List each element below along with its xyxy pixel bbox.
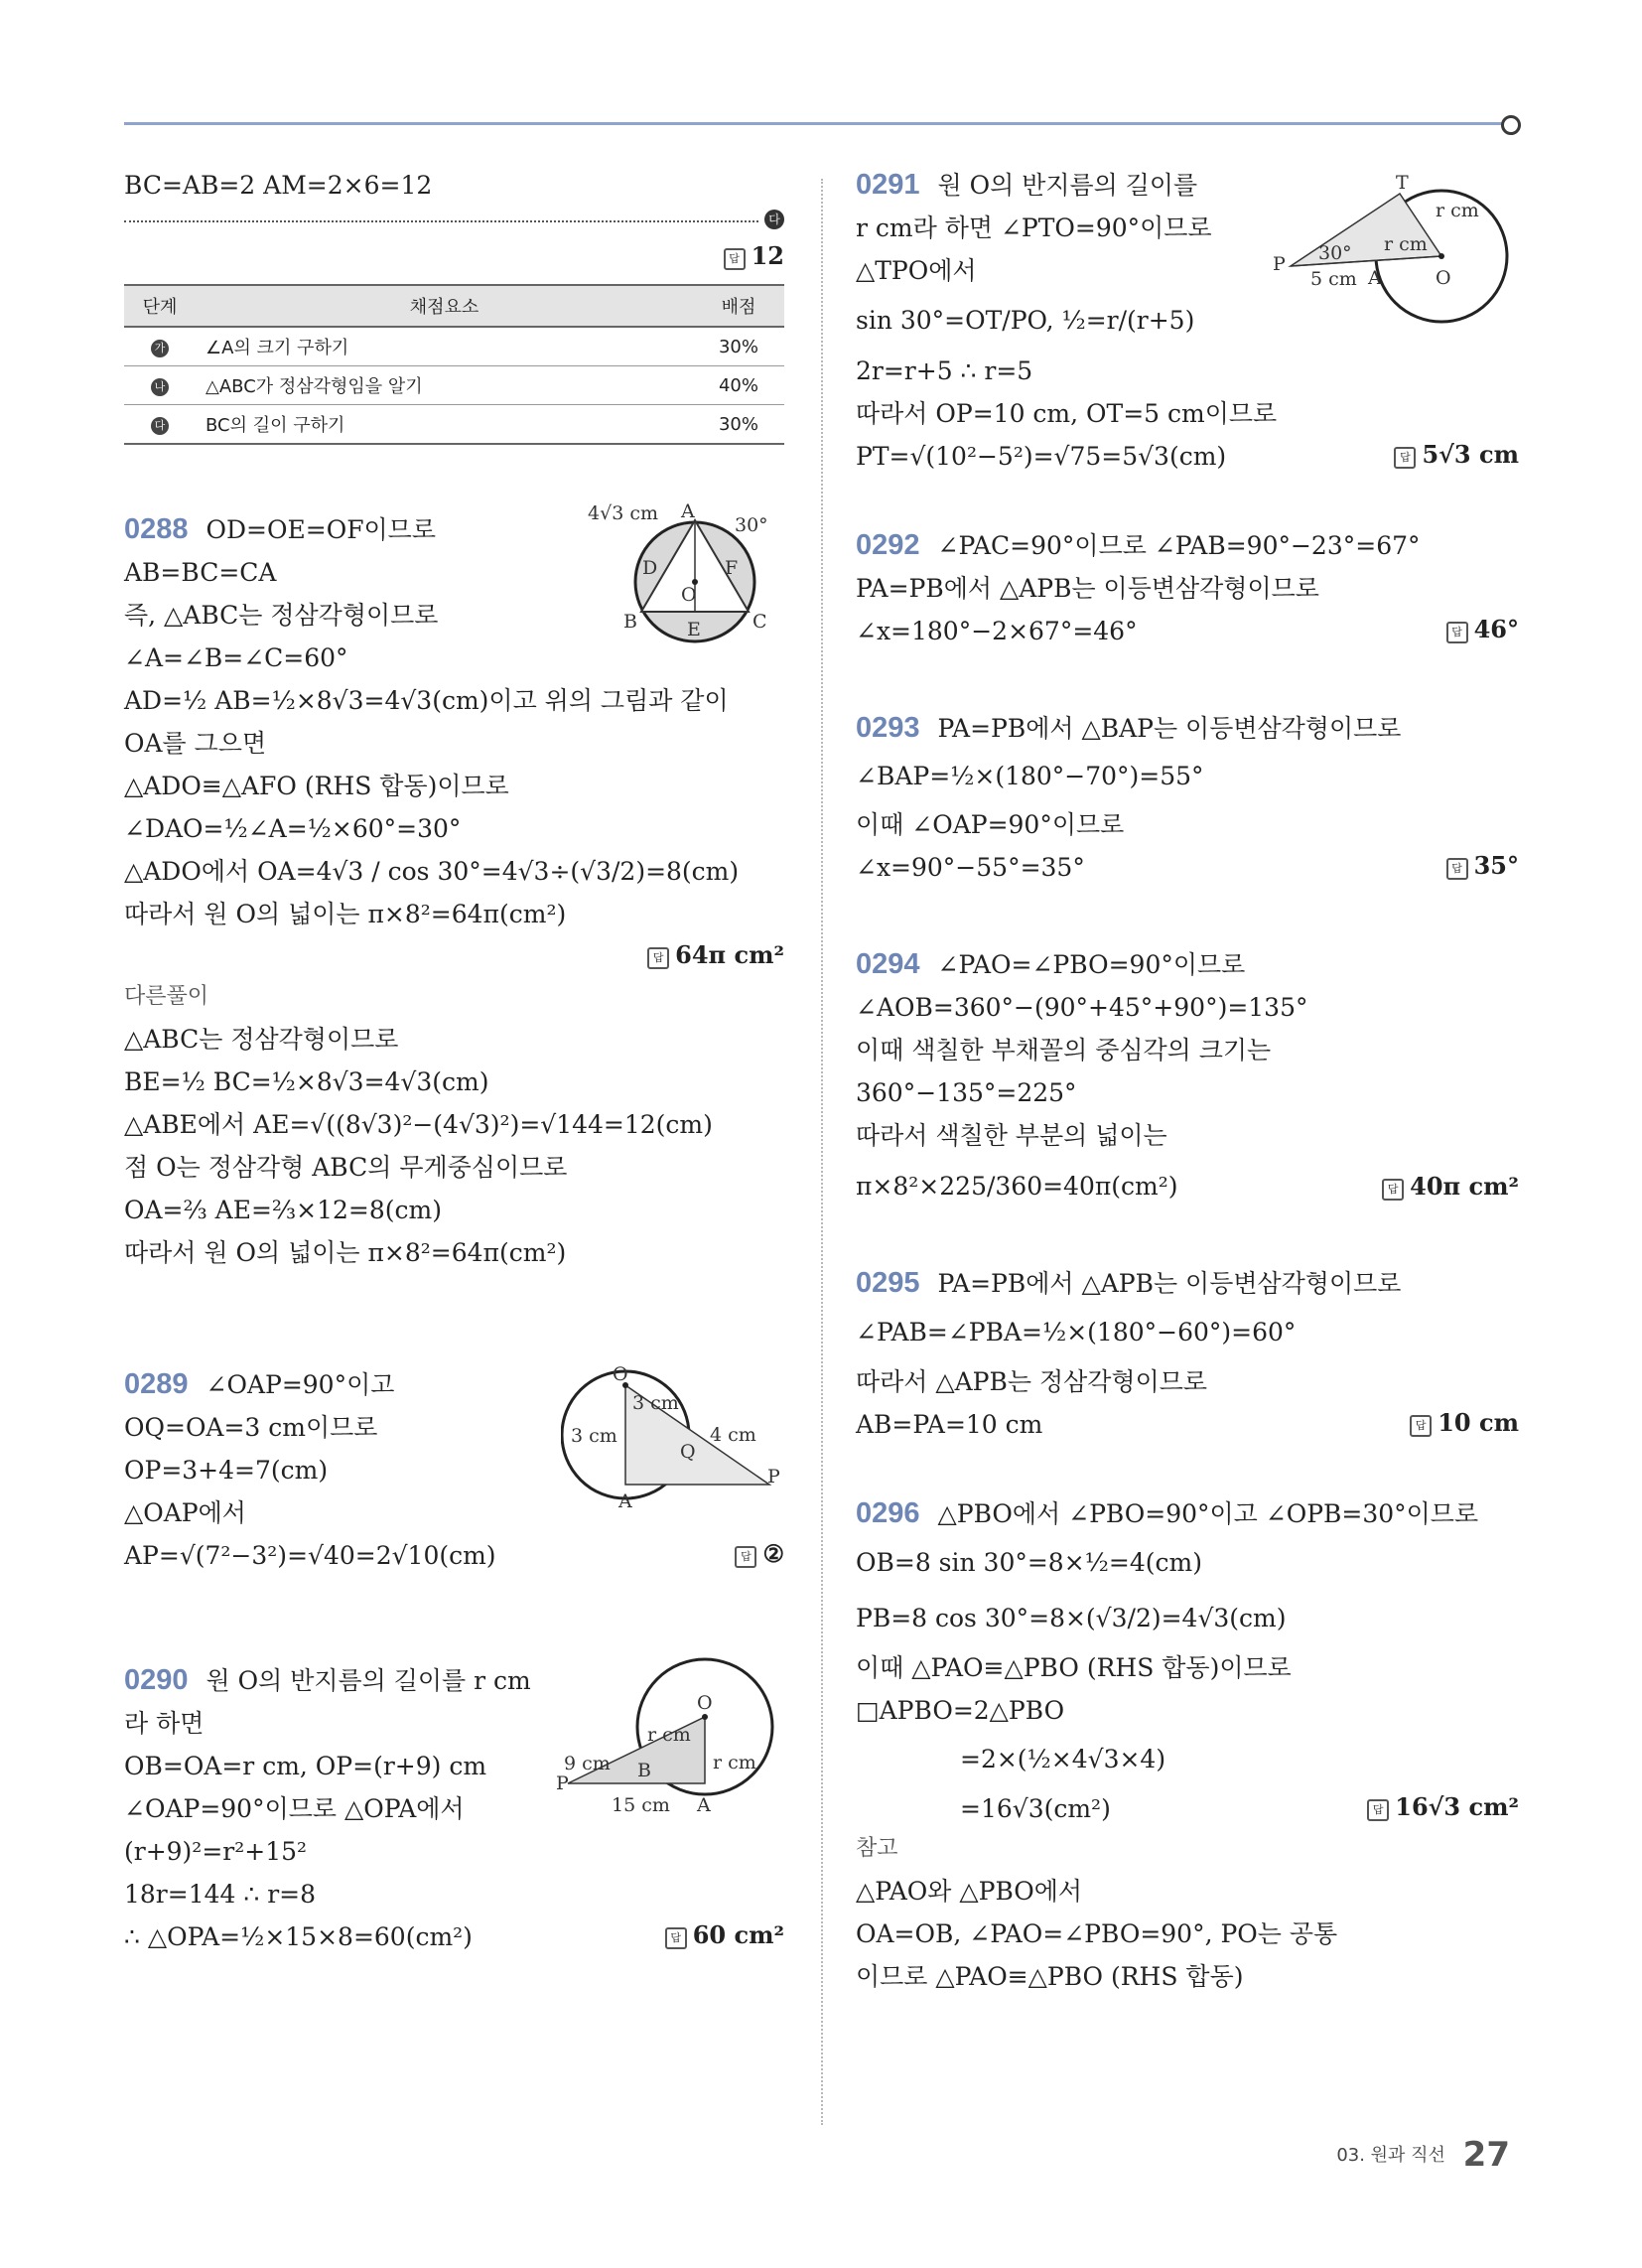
solution-line: □APBO=2△PBO	[856, 1696, 1065, 1725]
answer-icon: 답	[1394, 447, 1416, 469]
step-separator	[124, 207, 784, 236]
svg-text:P: P	[556, 1772, 569, 1794]
answer-icon: 답	[647, 947, 669, 969]
svg-text:A: A	[618, 1490, 632, 1512]
solution-line: ∠PAO=∠PBO=90°이므로	[937, 950, 1246, 979]
left-column	[124, 164, 784, 1955]
svg-text:r cm: r cm	[1384, 233, 1428, 255]
problem-number: 0288	[124, 513, 189, 545]
answer-icon: 답	[735, 1546, 756, 1568]
solution-line: △TPO에서	[856, 256, 977, 285]
solution-line: △ABC는 정삼각형이므로	[124, 1025, 399, 1054]
solution-line: ∠x=90°−55°=35°	[856, 853, 1085, 882]
solution-line: PT=√(10²−5²)=√75=5√3(cm)	[856, 442, 1227, 471]
note-title: 참고	[856, 1836, 898, 1861]
solution-line: AB=BC=CA	[124, 558, 277, 587]
solution-line: π×8²×225/360=40π(cm²)	[856, 1172, 1178, 1201]
svg-text:3 cm: 3 cm	[632, 1392, 679, 1414]
solution-line: r cm라 하면 ∠PTO=90°이므로	[856, 213, 1212, 242]
solution-line: 원 O의 반지름의 길이를 r cm	[205, 1666, 531, 1695]
solution-line: ∠PAC=90°이므로 ∠PAB=90°−23°=67°	[937, 531, 1421, 560]
answer-0290: 답 60 cm²	[124, 1915, 784, 1955]
problem-0294	[856, 943, 1519, 1206]
rubric-header: 단계	[124, 285, 196, 327]
solution-line: 360°−135°=225°	[856, 1078, 1077, 1107]
solution-line: AD=½ AB=½×8√3=4√3(cm)이고 위의 그림과 같이	[124, 686, 729, 715]
step-icon: 다	[151, 417, 169, 435]
answer-0293: 답 35°	[856, 846, 1519, 886]
answer-0287: 답 12	[124, 236, 784, 276]
problem-number: 0292	[856, 529, 920, 561]
solution-line: △ABE에서 AE=√((8√3)²−(4√3)²)=√144=12(cm)	[124, 1110, 713, 1139]
rubric-score: 30%	[693, 405, 784, 445]
solution-line: AB=PA=10 cm	[856, 1410, 1043, 1439]
answer-0295: 답 10 cm	[856, 1403, 1519, 1443]
solution-line: ∠A=∠B=∠C=60°	[124, 643, 348, 672]
solution-line: △PBO에서 ∠PBO=90°이고 ∠OPB=30°이므로	[937, 1499, 1479, 1528]
solution-line: 라 하면	[124, 1709, 205, 1738]
page-footer	[1336, 2135, 1510, 2175]
rubric-row	[124, 327, 784, 366]
svg-text:B: B	[623, 611, 637, 633]
step-icon: 나	[151, 378, 169, 396]
note-line: △PAO와 △PBO에서	[856, 1877, 1083, 1906]
solution-line: ∠x=180°−2×67°=46°	[856, 617, 1138, 645]
solution-line: 따라서 원 O의 넓이는 π×8²=64π(cm²)	[124, 1238, 567, 1267]
problem-number: 0291	[856, 169, 920, 201]
column-divider	[821, 179, 823, 2125]
solution-line: ∠DAO=½∠A=½×60°=30°	[124, 814, 462, 843]
problem-0288	[124, 500, 784, 1274]
solution-line: BE=½ BC=½×8√3=4√3(cm)	[124, 1067, 489, 1096]
svg-text:r cm: r cm	[647, 1724, 691, 1746]
problem-0293	[856, 707, 1519, 886]
svg-text:O: O	[1436, 267, 1451, 289]
problem-number: 0293	[856, 712, 920, 744]
solution-line: OD=OE=OF이므로	[205, 515, 436, 544]
solution-line: AP=√(7²−3²)=√40=2√10(cm)	[124, 1541, 496, 1570]
rubric-item: △ABC가 정삼각형임을 알기	[196, 366, 693, 405]
solution-line: ∠PAB=∠PBA=½×(180°−60°)=60°	[856, 1318, 1297, 1347]
problem-0291	[856, 164, 1519, 475]
problem-0289	[124, 1363, 784, 1574]
svg-text:C: C	[753, 611, 767, 633]
solution-line: PA=PB에서 △APB는 이등변삼각형이므로	[937, 1269, 1402, 1298]
svg-text:F: F	[725, 557, 739, 579]
rubric-score: 30%	[693, 327, 784, 366]
solution-line: ∴ △OPA=½×15×8=60(cm²)	[124, 1922, 473, 1951]
answer-icon: 답	[724, 248, 746, 270]
solution-line: OQ=OA=3 cm이므로	[124, 1413, 378, 1442]
svg-text:P: P	[1273, 253, 1286, 275]
svg-text:P: P	[767, 1466, 780, 1488]
scoring-rubric-table	[124, 284, 784, 445]
rubric-header-row	[124, 285, 784, 327]
problem-0292	[856, 524, 1519, 649]
solution-line: PA=PB에서 △APB는 이등변삼각형이므로	[856, 574, 1319, 603]
top-rule	[124, 122, 1509, 125]
rubric-item: ∠A의 크기 구하기	[196, 327, 693, 366]
answer-0296: 답 16√3 cm²	[856, 1787, 1519, 1827]
svg-text:O: O	[697, 1692, 713, 1714]
solution-line: ∠BAP=½×(180°−70°)=55°	[856, 762, 1204, 790]
solution-line: =2×(½×4√3×4)	[960, 1745, 1166, 1773]
svg-text:O: O	[681, 584, 697, 606]
answer-icon: 답	[1410, 1415, 1432, 1437]
svg-text:O: O	[613, 1363, 628, 1385]
solution-line: (r+9)²=r²+15²	[124, 1837, 308, 1866]
answer-0289: 답 ②	[124, 1534, 784, 1574]
problem-number: 0294	[856, 948, 920, 980]
svg-text:30°: 30°	[735, 514, 768, 536]
rubric-score: 40%	[693, 366, 784, 405]
answer-icon: 답	[665, 1927, 687, 1949]
solution-line: 따라서 원 O의 넓이는 π×8²=64π(cm²)	[124, 900, 567, 928]
problem-number: 0296	[856, 1497, 920, 1529]
step-icon: 가	[151, 340, 169, 357]
rubric-item: BC의 길이 구하기	[196, 405, 693, 445]
solution-line: 따라서 △APB는 정삼각형이므로	[856, 1367, 1208, 1396]
answer-0292: 답 46°	[856, 610, 1519, 649]
svg-text:r cm: r cm	[713, 1752, 756, 1773]
alt-solution-title: 다른풀이	[124, 984, 209, 1009]
rubric-row	[124, 366, 784, 405]
solution-line: 따라서 OP=10 cm, OT=5 cm이므로	[856, 399, 1278, 428]
svg-text:4 cm: 4 cm	[710, 1424, 756, 1446]
solution-line: 원 O의 반지름의 길이를	[937, 171, 1198, 200]
problem-0290	[124, 1659, 784, 1955]
right-column	[856, 164, 1519, 1998]
svg-text:A: A	[697, 1794, 711, 1816]
solution-line: ∠OAP=90°이므로 △OPA에서	[124, 1794, 465, 1823]
solution-line: 이때 색칠한 부채꼴의 중심각의 크기는	[856, 1036, 1272, 1064]
solution-line: OB=8 sin 30°=8×½=4(cm)	[856, 1548, 1202, 1577]
solution-line: 이때 ∠OAP=90°이므로	[856, 810, 1125, 839]
svg-text:9 cm: 9 cm	[564, 1753, 611, 1774]
svg-text:r cm: r cm	[1436, 200, 1479, 221]
svg-text:Q: Q	[680, 1441, 696, 1463]
solution-line: ∠OAP=90°이고	[205, 1370, 395, 1399]
solution-line: OB=OA=r cm, OP=(r+9) cm	[124, 1752, 487, 1780]
solution-line: △ADO≡△AFO (RHS 합동)이므로	[124, 772, 509, 800]
chapter-label: 03. 원과 직선	[1336, 2145, 1445, 2166]
problem-0295	[856, 1262, 1519, 1443]
solution-line: 18r=144 ∴ r=8	[124, 1880, 317, 1909]
svg-text:B: B	[637, 1760, 651, 1781]
solution-line: 즉, △ABC는 정삼각형이므로	[124, 601, 439, 630]
problem-number: 0290	[124, 1664, 189, 1696]
solution-line: =16√3(cm²)	[960, 1794, 1111, 1823]
answer-icon: 답	[1382, 1179, 1404, 1201]
svg-text:4√3 cm: 4√3 cm	[588, 502, 658, 524]
solution-line: PB=8 cos 30°=8×(√3/2)=4√3(cm)	[856, 1604, 1287, 1632]
solution-line: △ADO에서 OA=4√3 / cos 30°=4√3÷(√3/2)=8(cm)	[124, 857, 740, 886]
step-marker-icon: 다	[764, 210, 784, 229]
page-number: 27	[1462, 2135, 1510, 2175]
svg-text:D: D	[642, 557, 658, 579]
solution-line: 따라서 색칠한 부분의 넓이는	[856, 1121, 1167, 1150]
solution-line: ∠AOB=360°−(90°+45°+90°)=135°	[856, 993, 1308, 1022]
answer-0291: 답 5√3 cm	[856, 435, 1519, 475]
answer-icon: 답	[1446, 858, 1468, 880]
answer-icon: 답	[1446, 622, 1468, 643]
solution-line: PA=PB에서 △BAP는 이등변삼각형이므로	[937, 714, 1402, 743]
solution-line: OA를 그으면	[124, 729, 267, 758]
rubric-row	[124, 405, 784, 445]
svg-text:30°: 30°	[1318, 242, 1352, 264]
solution-line: 이때 △PAO≡△PBO (RHS 합동)이므로	[856, 1653, 1292, 1682]
problem-number: 0289	[124, 1368, 189, 1400]
svg-text:E: E	[687, 619, 701, 640]
svg-text:A: A	[681, 500, 695, 522]
answer-0288: 답 64π cm²	[124, 935, 784, 975]
solution-line: △OAP에서	[124, 1498, 246, 1527]
solution-line: sin 30°=OT/PO, ½=r/(r+5)	[856, 306, 1195, 335]
problem-number: 0295	[856, 1267, 920, 1299]
svg-text:15 cm: 15 cm	[612, 1794, 670, 1816]
intro-line: BC=AB=2 AM=2×6=12	[124, 171, 433, 200]
svg-text:3 cm: 3 cm	[571, 1425, 617, 1447]
solution-line: OA=⅔ AE=⅔×12=8(cm)	[124, 1196, 442, 1224]
svg-text:5 cm: 5 cm	[1310, 268, 1357, 290]
problem-0296	[856, 1492, 1519, 1998]
solution-line: OP=3+4=7(cm)	[124, 1456, 329, 1485]
solution-line: 점 O는 정삼각형 ABC의 무게중심이므로	[124, 1153, 568, 1182]
note-line: OA=OB, ∠PAO=∠PBO=90°, PO는 공통	[856, 1919, 1338, 1948]
svg-text:T: T	[1396, 172, 1409, 194]
solution-line: 2r=r+5 ∴ r=5	[856, 356, 1033, 385]
rubric-header: 배점	[693, 285, 784, 327]
answer-0294: 답 40π cm²	[856, 1167, 1519, 1206]
answer-icon: 답	[1367, 1799, 1389, 1821]
svg-text:A: A	[1368, 267, 1382, 289]
top-rule-dot	[1501, 115, 1521, 135]
rubric-header: 채점요소	[196, 285, 693, 327]
note-line: 이므로 △PAO≡△PBO (RHS 합동)	[856, 1962, 1244, 1991]
